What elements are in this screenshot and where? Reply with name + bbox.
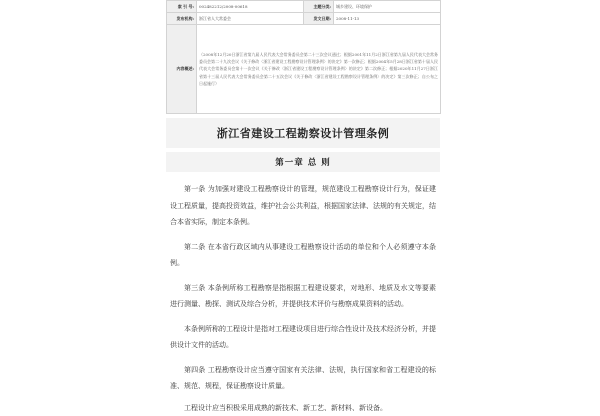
index-number-label: 索 引 号:: [167, 1, 197, 13]
article-4: 第四条 工程勘察设计应当遵守国家有关法律、法规，执行国家和省工程建设的标准、规范、规程，保证勘察设计质量。: [166, 362, 440, 395]
topic-category-label: 主题分类:: [304, 1, 334, 13]
article-3: 第三条 本条例所称工程勘察是指根据工程建设要求，对地形、地质及水文等要素进行测量、勘探、测试及综合分析，并提供技术评价与勘察成果资料的活动。: [166, 280, 440, 313]
article-4-paragraph-2: 工程设计应当积极采用成熟的新技术、新工艺、新材料、新设备。: [166, 400, 440, 416]
document-title: 浙江省建设工程勘察设计管理条例: [166, 118, 440, 148]
meta-row-publisher: [167, 13, 441, 25]
issue-date-label: 发文日期:: [304, 13, 334, 25]
issue-date-value: 2008-11-13: [334, 13, 441, 25]
article-3-paragraph-2: 本条例所称的工程设计是指对工程建设项目进行综合性设计及技术经济分析，并提供设计文件的活动。: [166, 321, 440, 354]
summary-label: 内容概述:: [167, 25, 197, 114]
index-number-value: 002482212/2008-00618: [197, 1, 304, 13]
meta-row-summary: [167, 25, 441, 114]
summary-cell: [197, 25, 441, 114]
publisher-value: 浙江省人大常委会: [197, 13, 304, 25]
chapter-heading: 第一章 总 则: [166, 152, 440, 172]
document-meta-table: [166, 0, 441, 114]
document-page: [166, 0, 440, 400]
summary-text: （2008年12月20日浙江省第九届人民代表大会常务委员会第二十三次会议通过；根据2001年11月2日浙江省第九届人民代表大会常务委员会第二十九次会议《关于修改〈浙江省建设工程勘察设计管理条例〉的决定》第一次修正；根据2004年5月28日浙江省第十届人民代表大会常务委员会第十一次会议《关于修改〈浙江省建设工程勘察设计管理条例〉的决定》第二次修正；根据2020年11月27日浙江省第十三届人民代表大会常务委员会第二十五次会议《关于修改〈浙江省建设工程勘察设计管理条例〉的决定》第三次修正；自公布之日起施行）: [199, 51, 438, 87]
article-1: 第一条 为加强对建设工程勘察设计的管理，规范建设工程勘察设计行为，保证建设工程质量，提高投资效益，维护社会公共利益，根据国家法律、法规的有关规定，结合本省实际，制定本条例。: [166, 181, 440, 231]
meta-row-index: [167, 1, 441, 13]
article-2: 第二条 在本省行政区域内从事建设工程勘察设计活动的单位和个人必须遵守本条例。: [166, 239, 440, 272]
topic-category-value: 城乡建设、环境保护: [334, 1, 441, 13]
publisher-label: 发布机构:: [167, 13, 197, 25]
